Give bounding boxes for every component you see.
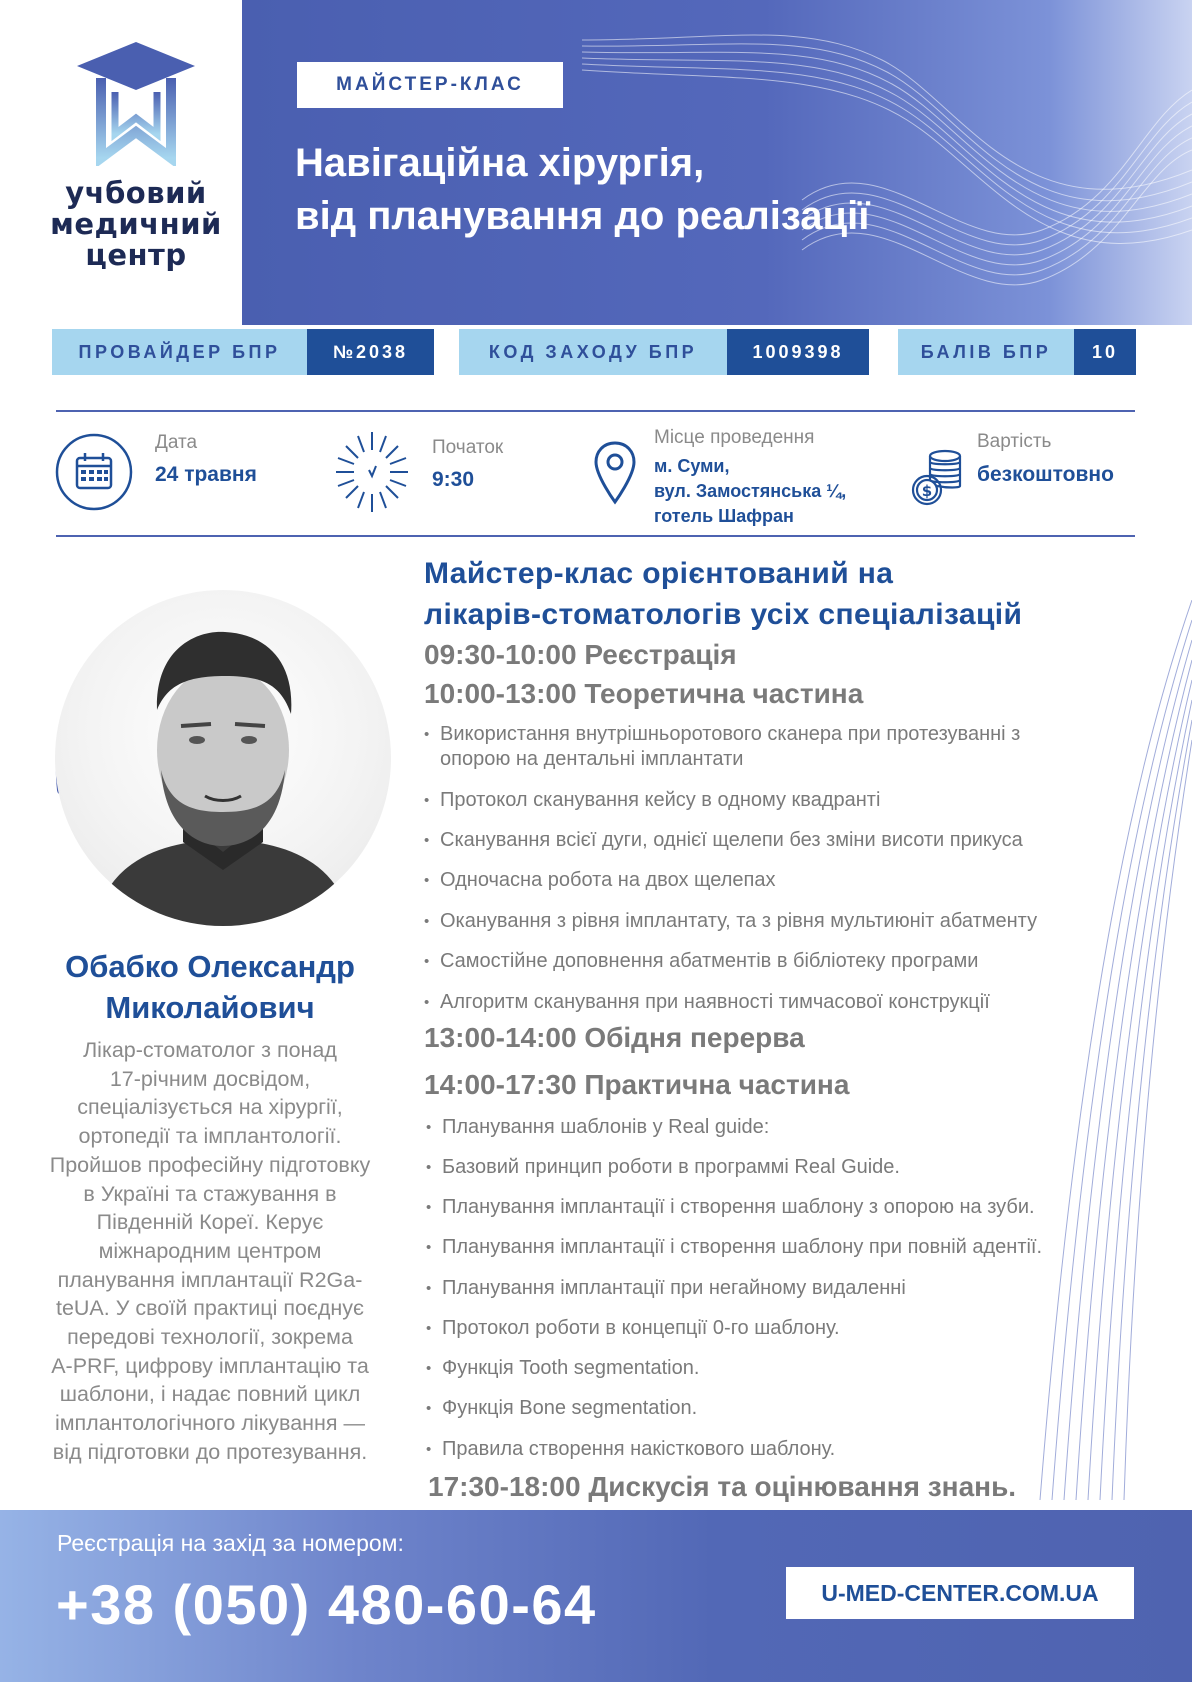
speaker-bio	[20, 1036, 400, 1467]
practice-item: • Протокол роботи в концепції 0-го шаблону.	[442, 1316, 1142, 1341]
bio-line: спеціалізується на хірургії,	[77, 1095, 343, 1120]
bio-line: 17-річним досвідом,	[109, 1066, 311, 1091]
theory-item: • Використання внутрішньоротового сканера при протезуванні з	[440, 722, 1140, 747]
practice-item: • Базовий принцип роботи в программі Real Guide.	[442, 1155, 1142, 1180]
start-label: Початок	[432, 437, 504, 458]
divider-top	[56, 410, 1135, 412]
theory-item-continued-text: опорою на дентальні імплантати	[440, 748, 744, 770]
practice-item: • Правила створення накісткового шаблону.	[442, 1437, 1142, 1462]
bio-line: A-PRF, цифрову імплантацію та	[51, 1353, 369, 1378]
title-line-2: від планування до реалізації	[295, 194, 870, 238]
slot-registration: 09:30-10:00 Реєстрація	[424, 639, 737, 670]
website-link[interactable]: U-MED-CENTER.COM.UA	[786, 1567, 1134, 1619]
speaker-photo	[55, 590, 391, 926]
bpr-code-label: КОД ЗАХОДУ БПР	[459, 329, 727, 375]
place-label: Місце проведення	[654, 427, 815, 448]
date-label: Дата	[155, 432, 198, 453]
practice-item: • Функція Bone segmentation.	[442, 1396, 1142, 1421]
divider-bottom	[56, 535, 1135, 537]
bpr-provider	[52, 329, 434, 375]
slot-lunch: 13:00-14:00 Обідня перерва	[424, 1022, 805, 1053]
cost-value: безкоштовно	[977, 463, 1114, 486]
graduation-cap-icon	[71, 36, 201, 166]
logo-line-2: медичний	[50, 207, 222, 241]
bio-line: Пройшов професійну підготовку	[49, 1152, 371, 1177]
speaker-name	[20, 946, 400, 1028]
slot-theory: 10:00-13:00 Теоретична частина	[424, 678, 864, 709]
practice-item: • Функція Tooth segmentation.	[442, 1356, 1142, 1381]
place-info	[654, 426, 846, 529]
program-focus	[424, 553, 1164, 635]
logo-line-1: учбовий	[65, 176, 207, 210]
bio-line: планування імплантації R2Ga-	[57, 1267, 363, 1292]
bpr-points-label: БАЛІВ БПР	[898, 329, 1074, 375]
place-line-3: готель Шафран	[654, 506, 794, 526]
bpr-provider-label: ПРОВАЙДЕР БПР	[52, 329, 307, 375]
bpr-provider-value: №2038	[307, 329, 434, 375]
speaker-name-line-2: Миколайович	[105, 990, 315, 1025]
theory-item: • Сканування всієї дуги, однієї щелепи без зміни висоти прикуса	[440, 828, 1140, 853]
bpr-code	[459, 329, 869, 375]
date-value: 24 травня	[155, 463, 257, 486]
theory-item: • Протокол сканування кейсу в одному квадранті	[440, 788, 1140, 813]
coins-icon	[907, 448, 967, 508]
place-line-2: вул. Замостянська ¼,	[654, 481, 847, 501]
bio-line: Лікар-стоматолог з понад	[83, 1038, 337, 1062]
slot-practice: 14:00-17:30 Практична частина	[424, 1069, 850, 1100]
theory-item: • Одночасна робота на двох щелепах	[440, 868, 1140, 893]
start-value: 9:30	[432, 468, 475, 491]
bpr-points	[898, 329, 1136, 375]
clock-burst-icon	[334, 430, 410, 514]
theory-item: • Самостійне доповнення абатментів в бібліотеку програми	[440, 949, 1140, 974]
place-line-1: м. Суми,	[654, 456, 730, 476]
logo	[36, 36, 236, 296]
theory-item-continued	[440, 747, 1140, 772]
bpr-points-value: 10	[1074, 329, 1136, 375]
bpr-code-value: 1009398	[727, 329, 869, 375]
bio-line: teUA. У своїй практиці поєднує	[55, 1296, 365, 1321]
page-title	[295, 137, 1015, 243]
bio-line: від підготовки до протезування.	[52, 1439, 368, 1464]
title-line-1: Навігаційна хірургія,	[295, 141, 705, 185]
bio-line: Південній Кореї. Керує	[96, 1210, 324, 1235]
theory-item: • Оканування з рівня імплантату, та з рівня мультиюніт абатменту	[440, 909, 1140, 934]
start-info	[432, 436, 503, 494]
date-info	[155, 431, 257, 489]
practice-item: • Планування імплантації при негайному видаленні	[442, 1276, 1142, 1301]
registration-label: Реєстрація на захід за номером:	[57, 1530, 404, 1556]
focus-line-1: Майстер-клас орієнтований на	[424, 557, 894, 590]
bio-line: міжнародним центром	[98, 1238, 322, 1263]
practice-item: • Планування шаблонів у Real guide:	[442, 1115, 1142, 1140]
registration-phone[interactable]: +38 (050) 480-60-64	[56, 1573, 597, 1636]
location-pin-icon	[592, 440, 638, 506]
bio-line: ортопедії та імплантології.	[78, 1124, 342, 1149]
practice-item: • Планування імплантації і створення шаблону з опорою на зуби.	[442, 1195, 1142, 1220]
bio-line: шаблони, і надає повний цикл	[59, 1382, 361, 1407]
speaker-portrait-illustration	[55, 590, 391, 926]
speaker-name-line-1: Обабко Олександр	[65, 949, 355, 984]
bio-line: в Україні та стажування в	[83, 1181, 337, 1206]
slot-discussion: 17:30-18:00 Дискусія та оцінювання знань.	[428, 1471, 1017, 1502]
masterclass-badge: МАЙСТЕР-КЛАС	[297, 62, 563, 108]
practice-item: • Планування імплантації і створення шаблону при повній адентії.	[442, 1235, 1142, 1260]
calendar-icon	[54, 432, 134, 512]
bio-line: імплантологічного лікування —	[54, 1411, 366, 1436]
theory-item: • Алгоритм сканування при наявності тимчасової конструкції	[440, 990, 1140, 1015]
logo-line-3: центр	[85, 238, 187, 272]
svg-text:$: $	[921, 482, 933, 500]
cost-label: Вартість	[977, 431, 1052, 452]
bio-line: передові технології, зокрема	[67, 1325, 353, 1350]
cost-info	[977, 430, 1114, 489]
focus-line-2: лікарів-стоматологів усіх спеціалізацій	[424, 598, 1023, 631]
